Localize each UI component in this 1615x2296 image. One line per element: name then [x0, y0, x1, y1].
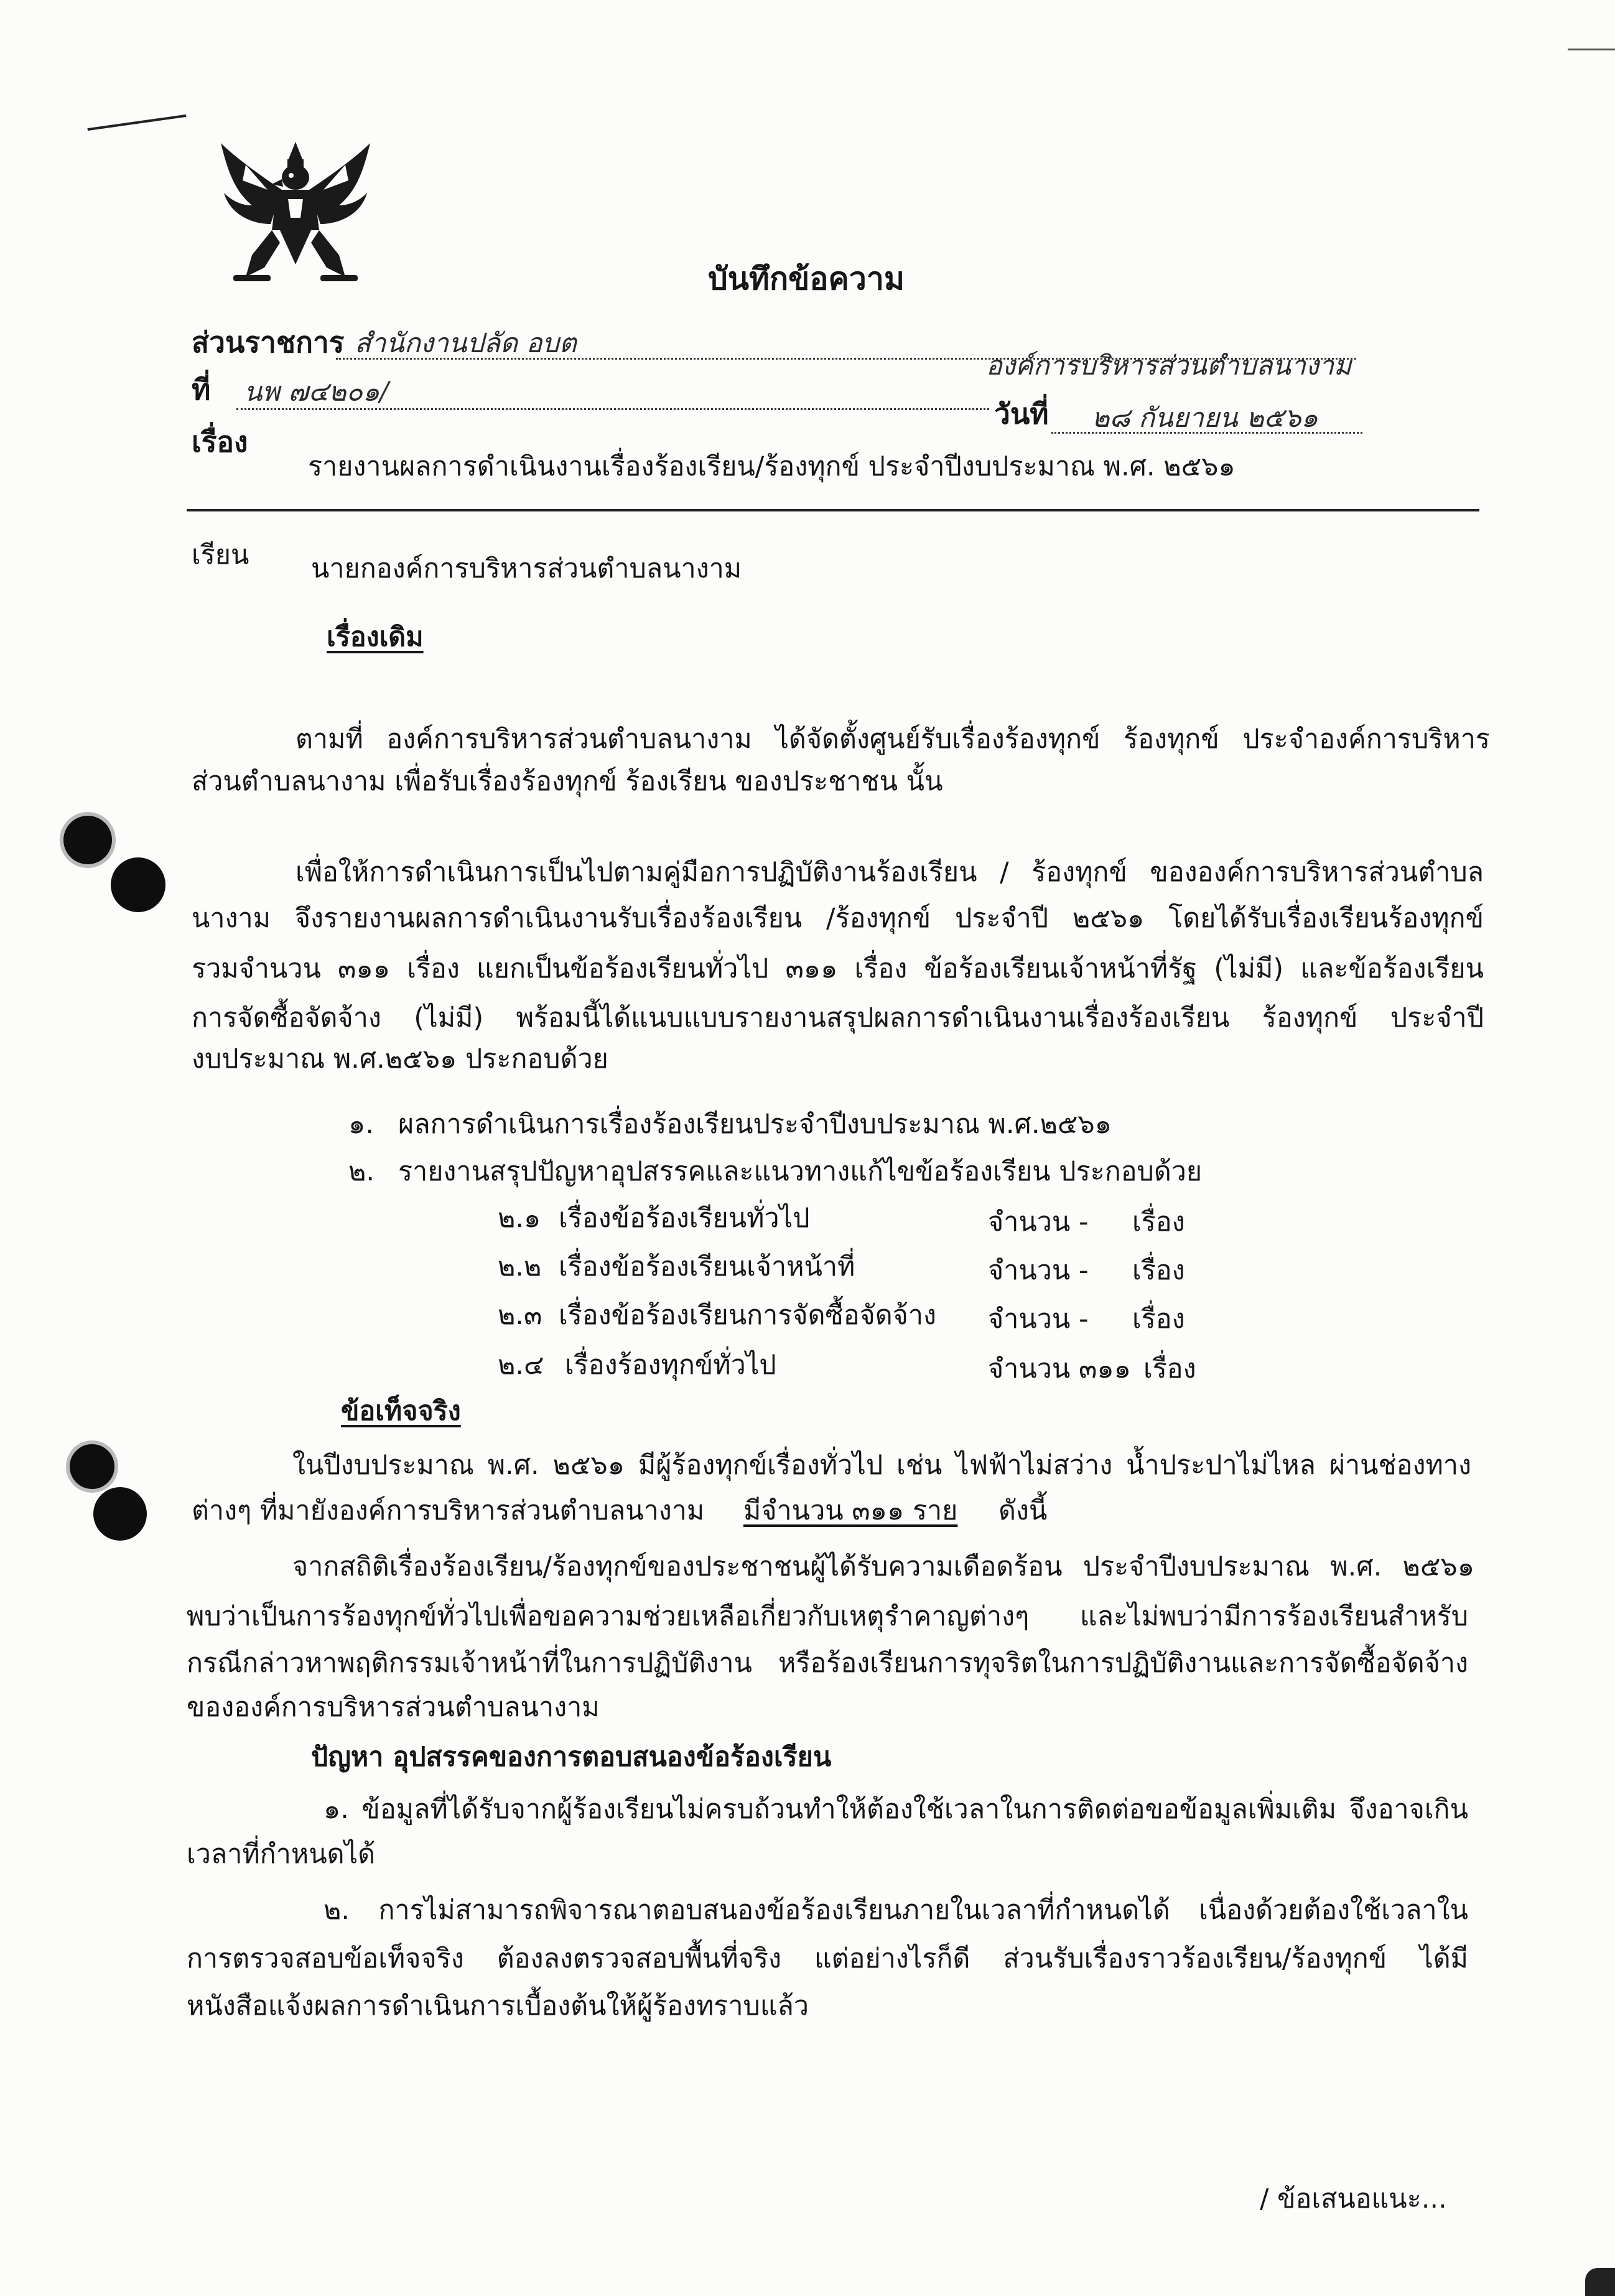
salutation-value: นายกองค์การบริหารส่วนตำบลนางาม	[311, 553, 742, 584]
purpose-line-4: การจัดซื้อจัดจ้าง (ไม่มี) พร้อมนี้ได้แนบแบบรายงานสรุปผลการดำเนินงานเรื่องร้องเรียน ร้องทุกข์ ประจำปี	[192, 1002, 1484, 1034]
ref-label: ที่	[192, 373, 211, 406]
agency-org: องค์การบริหารส่วนตำบลนางาม	[986, 350, 1352, 381]
ref-value: นพ ๗๔๒๐๑/	[244, 376, 389, 408]
punch-hole-1	[60, 812, 116, 868]
sub-item-3-count: จำนวน -	[988, 1304, 1089, 1335]
problems-heading: ปัญหา อุปสรรคของการตอบสนองข้อร้องเรียน	[311, 1742, 832, 1773]
problem-1-line-1: ๑. ข้อมูลที่ได้รับจากผู้ร้องเรียนไม่ครบถ้วนทำให้ต้องใช้เวลาในการติดต่อขอข้อมูลเพิ่มเติม จึงอาจเกิน	[323, 1794, 1468, 1825]
sub-item-3-text: เรื่องข้อร้องเรียนการจัดซื้อจัดจ้าง	[559, 1300, 936, 1331]
sub-item-4-text: เรื่องร้องทุกข์ทั่วไป	[565, 1350, 776, 1381]
background-line-2: ส่วนตำบลนางาม เพื่อรับเรื่องร้องทุกข์ ร้องเรียน ของประชาชน นั้น	[192, 766, 943, 797]
sub-item-2-unit: เรื่อง	[1132, 1255, 1185, 1286]
sub-item-4-count: จำนวน ๓๑๑	[988, 1353, 1131, 1384]
purpose-line-1: เพื่อให้การดำเนินการเป็นไปตามคู่มือการปฏิบัติงานร้องเรียน / ร้องทุกข์ ขององค์การบริหารส่วนตำบล	[296, 857, 1484, 888]
date-label: วันที่	[994, 397, 1049, 431]
purpose-line-2: นางาม จึงรายงานผลการดำเนินงานรับเรื่องร้องเรียน /ร้องทุกข์ ประจำปี ๒๕๖๑ โดยได้รับเรื่องเรียนร้องทุกข์	[192, 903, 1484, 934]
sub-item-1-text: เรื่องข้อร้องเรียนทั่วไป	[559, 1203, 810, 1234]
sub-item-1-count: จำนวน -	[988, 1206, 1089, 1238]
corner-mark	[1568, 49, 1615, 50]
facts-line-2-a: ต่างๆ ที่มายังองค์การบริหารส่วนตำบลนางาม	[192, 1495, 705, 1526]
problem-2-line-1: ๒. การไม่สามารถพิจารณาตอบสนองข้อร้องเรียนภายในเวลาที่กำหนดได้ เนื่องด้วยต้องใช้เวลาใน	[323, 1895, 1468, 1926]
purpose-line-3: รวมจำนวน ๓๑๑ เรื่อง แยกเป็นข้อร้องเรียนทั่วไป ๓๑๑ เรื่อง ข้อร้องเรียนเจ้าหน้าที่รัฐ (ไม่มี) และข้อร้องเรียน	[192, 953, 1484, 984]
stats-line-4: ขององค์การบริหารส่วนตำบลนางาม	[187, 1692, 600, 1723]
enclosure-1-num: ๑.	[348, 1109, 374, 1140]
problem-2-line-3: หนังสือแจ้งผลการดำเนินการเบื้องต้นให้ผู้ร้องทราบแล้ว	[187, 1990, 809, 2022]
corner-scan-artifact	[1585, 2268, 1615, 2296]
subject-value: รายงานผลการดำเนินงานเรื่องร้องเรียน/ร้องทุกข์ ประจำปีงบประมาณ พ.ศ. ๒๕๖๑	[308, 451, 1236, 482]
facts-heading: ข้อเท็จจริง	[341, 1396, 461, 1427]
sub-item-1-unit: เรื่อง	[1132, 1206, 1185, 1238]
stats-line-1: จากสถิติเรื่องร้องเรียน/ร้องทุกข์ของประชาชนผู้ได้รับความเดือดร้อน ประจำปีงบประมาณ พ.ศ. ๒๕๖๑	[292, 1551, 1474, 1582]
header-divider	[187, 509, 1479, 511]
garuda-emblem-icon	[208, 131, 383, 286]
stats-line-3: กรณีกล่าวหาพฤติกรรมเจ้าหน้าที่ในการปฏิบัติงาน หรือร้องเรียนการทุจริตในการปฏิบัติงานและการจัดซื้อจัดจ้าง	[187, 1648, 1468, 1679]
agency-value: สำนักงานปลัด อบต	[355, 328, 577, 359]
enclosure-1-text: ผลการดำเนินการเรื่องร้องเรียนประจำปีงบประมาณ พ.ศ.๒๕๖๑	[398, 1109, 1112, 1140]
facts-line-1: ในปีงบประมาณ พ.ศ. ๒๕๖๑ มีผู้ร้องทุกข์เรื่องทั่วไป เช่น ไฟฟ้าไม่สว่าง น้ำประปาไม่ไหล ผ่านช่องทาง	[292, 1450, 1471, 1481]
continuation-note: / ข้อเสนอแนะ...	[1260, 2183, 1447, 2214]
sub-item-2-count: จำนวน -	[988, 1255, 1089, 1286]
facts-line-2-b: มีจำนวน ๓๑๑ ราย	[743, 1495, 958, 1526]
enclosure-2-text: รายงานสรุปปัญหาอุปสรรคและแนวทางแก้ไขข้อร้องเรียน ประกอบด้วย	[398, 1156, 1203, 1187]
problem-1-line-2: เวลาที่กำหนดได้	[187, 1839, 376, 1870]
memo-title: บันทึกข้อความ	[708, 261, 905, 297]
stats-line-2: พบว่าเป็นการร้องทุกข์ทั่วไปเพื่อขอความช่วยเหลือเกี่ยวกับเหตุรำคาญต่างๆ และไม่พบว่ามีการร้องเรียนสำหรับ	[187, 1601, 1468, 1632]
punch-hole-3	[66, 1440, 118, 1493]
enclosure-2-num: ๒.	[348, 1156, 375, 1187]
date-value: ๒๘ กันยายน ๒๕๖๑	[1092, 403, 1318, 434]
background-heading: เรื่องเดิม	[327, 622, 424, 653]
agency-label: ส่วนราชการ	[192, 325, 345, 359]
sub-item-1-num: ๒.๑	[498, 1203, 541, 1234]
sub-item-3-num: ๒.๓	[498, 1300, 542, 1331]
punch-hole-2	[111, 857, 165, 912]
sub-item-2-text: เรื่องข้อร้องเรียนเจ้าหน้าที่	[559, 1251, 855, 1282]
background-line-1: ตามที่ องค์การบริหารส่วนตำบลนางาม ได้จัดตั้งศูนย์รับเรื่องร้องทุกข์ ร้องทุกข์ ประจำองค์การบริหาร	[296, 724, 1490, 755]
facts-line-2-c: ดังนี้	[998, 1495, 1048, 1526]
pen-stroke-mark	[88, 114, 187, 131]
problem-2-line-2: การตรวจสอบข้อเท็จจริง ต้องลงตรวจสอบพื้นที่จริง แต่อย่างไรก็ดี ส่วนรับเรื่องราวร้องเรียน/ร้องทุกข์ ได้มี	[187, 1943, 1468, 1974]
subject-label: เรื่อง	[192, 425, 248, 459]
punch-hole-4	[93, 1487, 147, 1541]
sub-item-2-num: ๒.๒	[498, 1251, 542, 1282]
purpose-line-5: งบประมาณ พ.ศ.๒๕๖๑ ประกอบด้วย	[192, 1043, 608, 1075]
salutation-label: เรียน	[192, 539, 249, 571]
sub-item-4-num: ๒.๔	[498, 1350, 544, 1381]
sub-item-3-unit: เรื่อง	[1132, 1304, 1185, 1335]
sub-item-4-unit: เรื่อง	[1143, 1353, 1196, 1384]
